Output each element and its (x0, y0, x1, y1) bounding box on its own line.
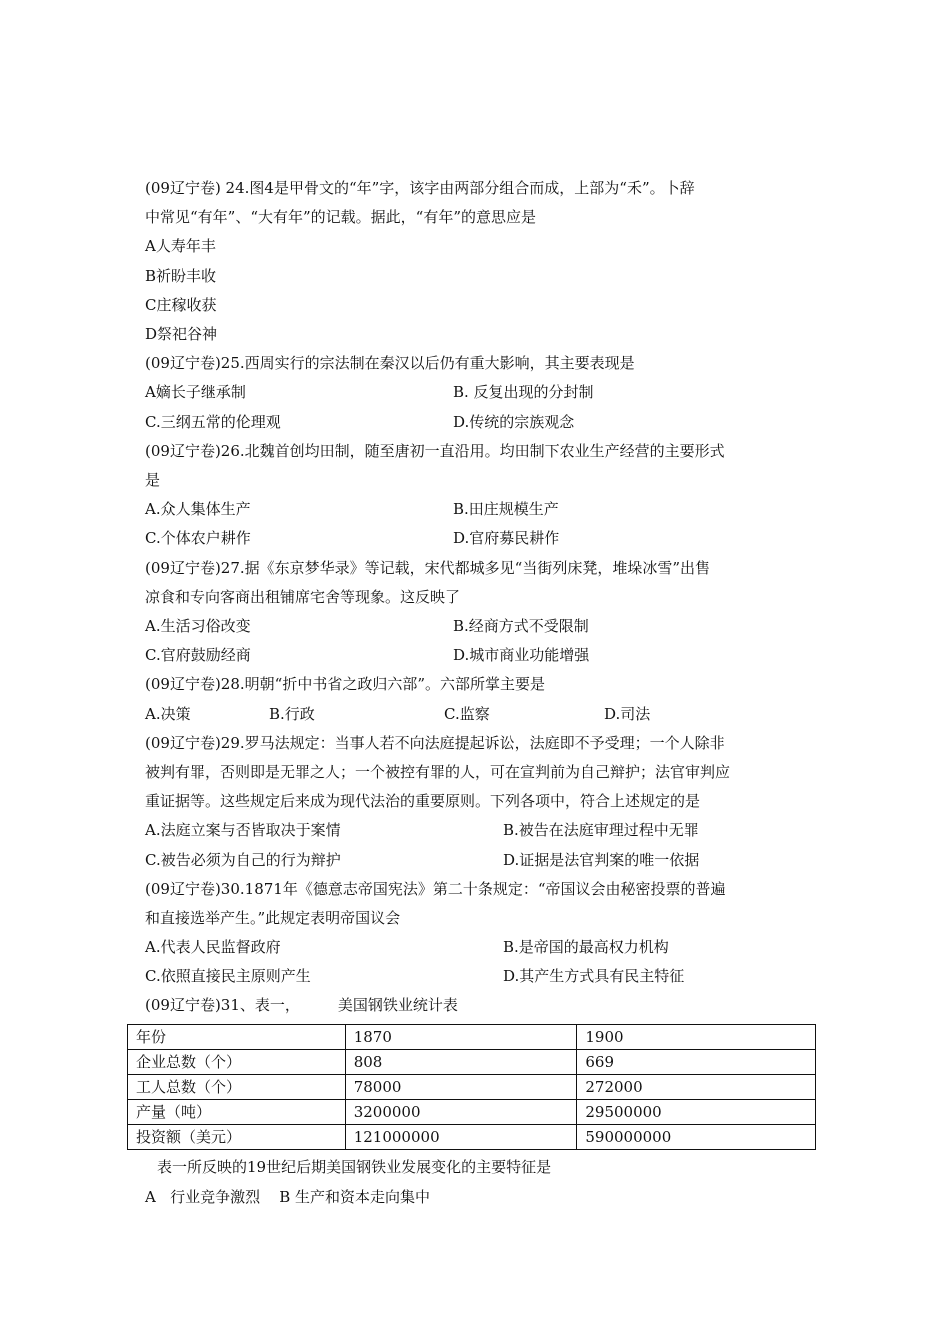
table-cell: 投资额（美元） (128, 1125, 346, 1150)
option-b: B.田庄规模生产 (453, 500, 559, 519)
table-row (128, 1050, 816, 1075)
option-a: A.众人集体生产 (145, 500, 251, 519)
table-header-row (128, 1025, 816, 1050)
option-c: C.被告必须为自己的行为辩护 (145, 850, 341, 869)
option-b: B.经商方式不受限制 (453, 617, 589, 636)
table-cell: 工人总数（个） (128, 1075, 346, 1100)
question-stem: (09辽宁卷)28.明朝“折中书省之政归六部”。六部所掌主要是 (145, 675, 545, 694)
option-b: B.被告在法庭审理过程中无罪 (503, 821, 699, 840)
option-a: A.决策 (145, 704, 191, 723)
option-d: D.官府募民耕作 (453, 529, 560, 548)
question-31-title (145, 994, 815, 1016)
option-b: B.是帝国的最高权力机构 (503, 938, 669, 957)
table-cell: 1900 (577, 1025, 816, 1050)
question-29 (145, 729, 815, 875)
option-d: D.传统的宗族观念 (453, 412, 575, 431)
table-cell: 29500000 (577, 1100, 816, 1125)
option-d: D祭祀谷神 (145, 325, 218, 344)
question-26 (145, 437, 815, 554)
option-d: D.其产生方式具有民主特征 (503, 967, 685, 986)
table-row (128, 1100, 816, 1125)
question-stem: 和直接选举产生。”此规定表明帝国议会 (145, 909, 401, 928)
option-d: D.证据是法官判案的唯一依据 (503, 850, 700, 869)
table-cell: 3200000 (345, 1100, 577, 1125)
table-cell: 590000000 (577, 1125, 816, 1150)
option-c: C.个体农户耕作 (145, 529, 251, 548)
table-cell: 企业总数（个） (128, 1050, 346, 1075)
question-stem: (09辽宁卷)30.1871年《德意志帝国宪法》第二十条规定：“帝国议会由秘密投票的普遍 (145, 879, 726, 898)
option-b: B. 反复出现的分封制 (453, 383, 594, 402)
option-c: C.依照直接民主原则产生 (145, 967, 311, 986)
option-a: A.法庭立案与否皆取决于案情 (145, 821, 341, 840)
table-caption: 美国钢铁业统计表 (337, 995, 458, 1014)
question-stem: 重证据等。这些规定后来成为现代法治的重要原则。下列各项中，符合上述规定的是 (145, 792, 701, 811)
table-cell: 产量（吨） (128, 1100, 346, 1125)
question-stem: 中常见“有年”、“大有年”的记载。据此，“有年”的意思应是 (145, 208, 537, 227)
question-27 (145, 554, 815, 671)
option-d: D.司法 (604, 704, 651, 723)
table-row (128, 1125, 816, 1150)
option-c: C.监察 (444, 704, 490, 723)
option-a: A.生活习俗改变 (145, 617, 251, 636)
table-cell: 年份 (128, 1025, 346, 1050)
table-cell: 272000 (577, 1075, 816, 1100)
question-stem: (09辽宁卷)31、表一， (145, 995, 300, 1014)
option-c: C.官府鼓励经商 (145, 646, 251, 665)
question-25 (145, 349, 815, 437)
table-cell: 78000 (345, 1075, 577, 1100)
question-28 (145, 670, 815, 728)
table-row (128, 1075, 816, 1100)
question-30 (145, 875, 815, 992)
table-cell: 1870 (345, 1025, 577, 1050)
table-cell: 808 (345, 1050, 577, 1075)
question-stem: 是 (145, 471, 161, 490)
question-stem: 被判有罪，否则即是无罪之人；一个被控有罪的人，可在宣判前为自己辩护；法官审判应 (145, 763, 731, 782)
table-cell: 669 (577, 1050, 816, 1075)
option-c: C庄稼收获 (145, 295, 217, 314)
question-24 (145, 174, 815, 349)
options-line: A 行业竞争激烈 B 生产和资本走向集中 (145, 1188, 431, 1206)
option-a: A人寿年丰 (145, 237, 216, 256)
steel-statistics-table (127, 1024, 816, 1150)
question-stem: 表一所反映的19世纪后期美国钢铁业发展变化的主要特征是 (157, 1158, 552, 1176)
question-stem: (09辽宁卷) 24.图4是甲骨文的“年”字，该字由两部分组合而成，上部为“禾”。卜辞 (145, 179, 695, 197)
option-a: A嫡长子继承制 (145, 383, 246, 402)
question-stem: (09辽宁卷)29.罗马法规定：当事人若不向法庭提起诉讼，法庭即不予受理；一个人除非 (145, 733, 725, 752)
option-b: B.行政 (269, 704, 315, 723)
question-stem: (09辽宁卷)26.北魏首创均田制，随至唐初一直沿用。均田制下农业生产经营的主要形式 (145, 441, 725, 460)
question-list (145, 174, 815, 1016)
question-31-body (145, 1152, 815, 1212)
option-a: A.代表人民监督政府 (145, 938, 281, 957)
question-stem: (09辽宁卷)27.据《东京梦华录》等记载，宋代都城多见“当街列床凳，堆垛冰雪”出售 (145, 558, 710, 577)
question-stem: (09辽宁卷)25.西周实行的宗法制在秦汉以后仍有重大影响，其主要表现是 (145, 354, 635, 373)
option-d: D.城市商业功能增强 (453, 646, 590, 665)
option-c: C.三纲五常的伦理观 (145, 412, 281, 431)
table-cell: 121000000 (345, 1125, 577, 1150)
question-stem: 凉食和专向客商出租铺席宅舍等现象。这反映了 (145, 587, 461, 606)
option-b: B祈盼丰收 (145, 266, 217, 285)
